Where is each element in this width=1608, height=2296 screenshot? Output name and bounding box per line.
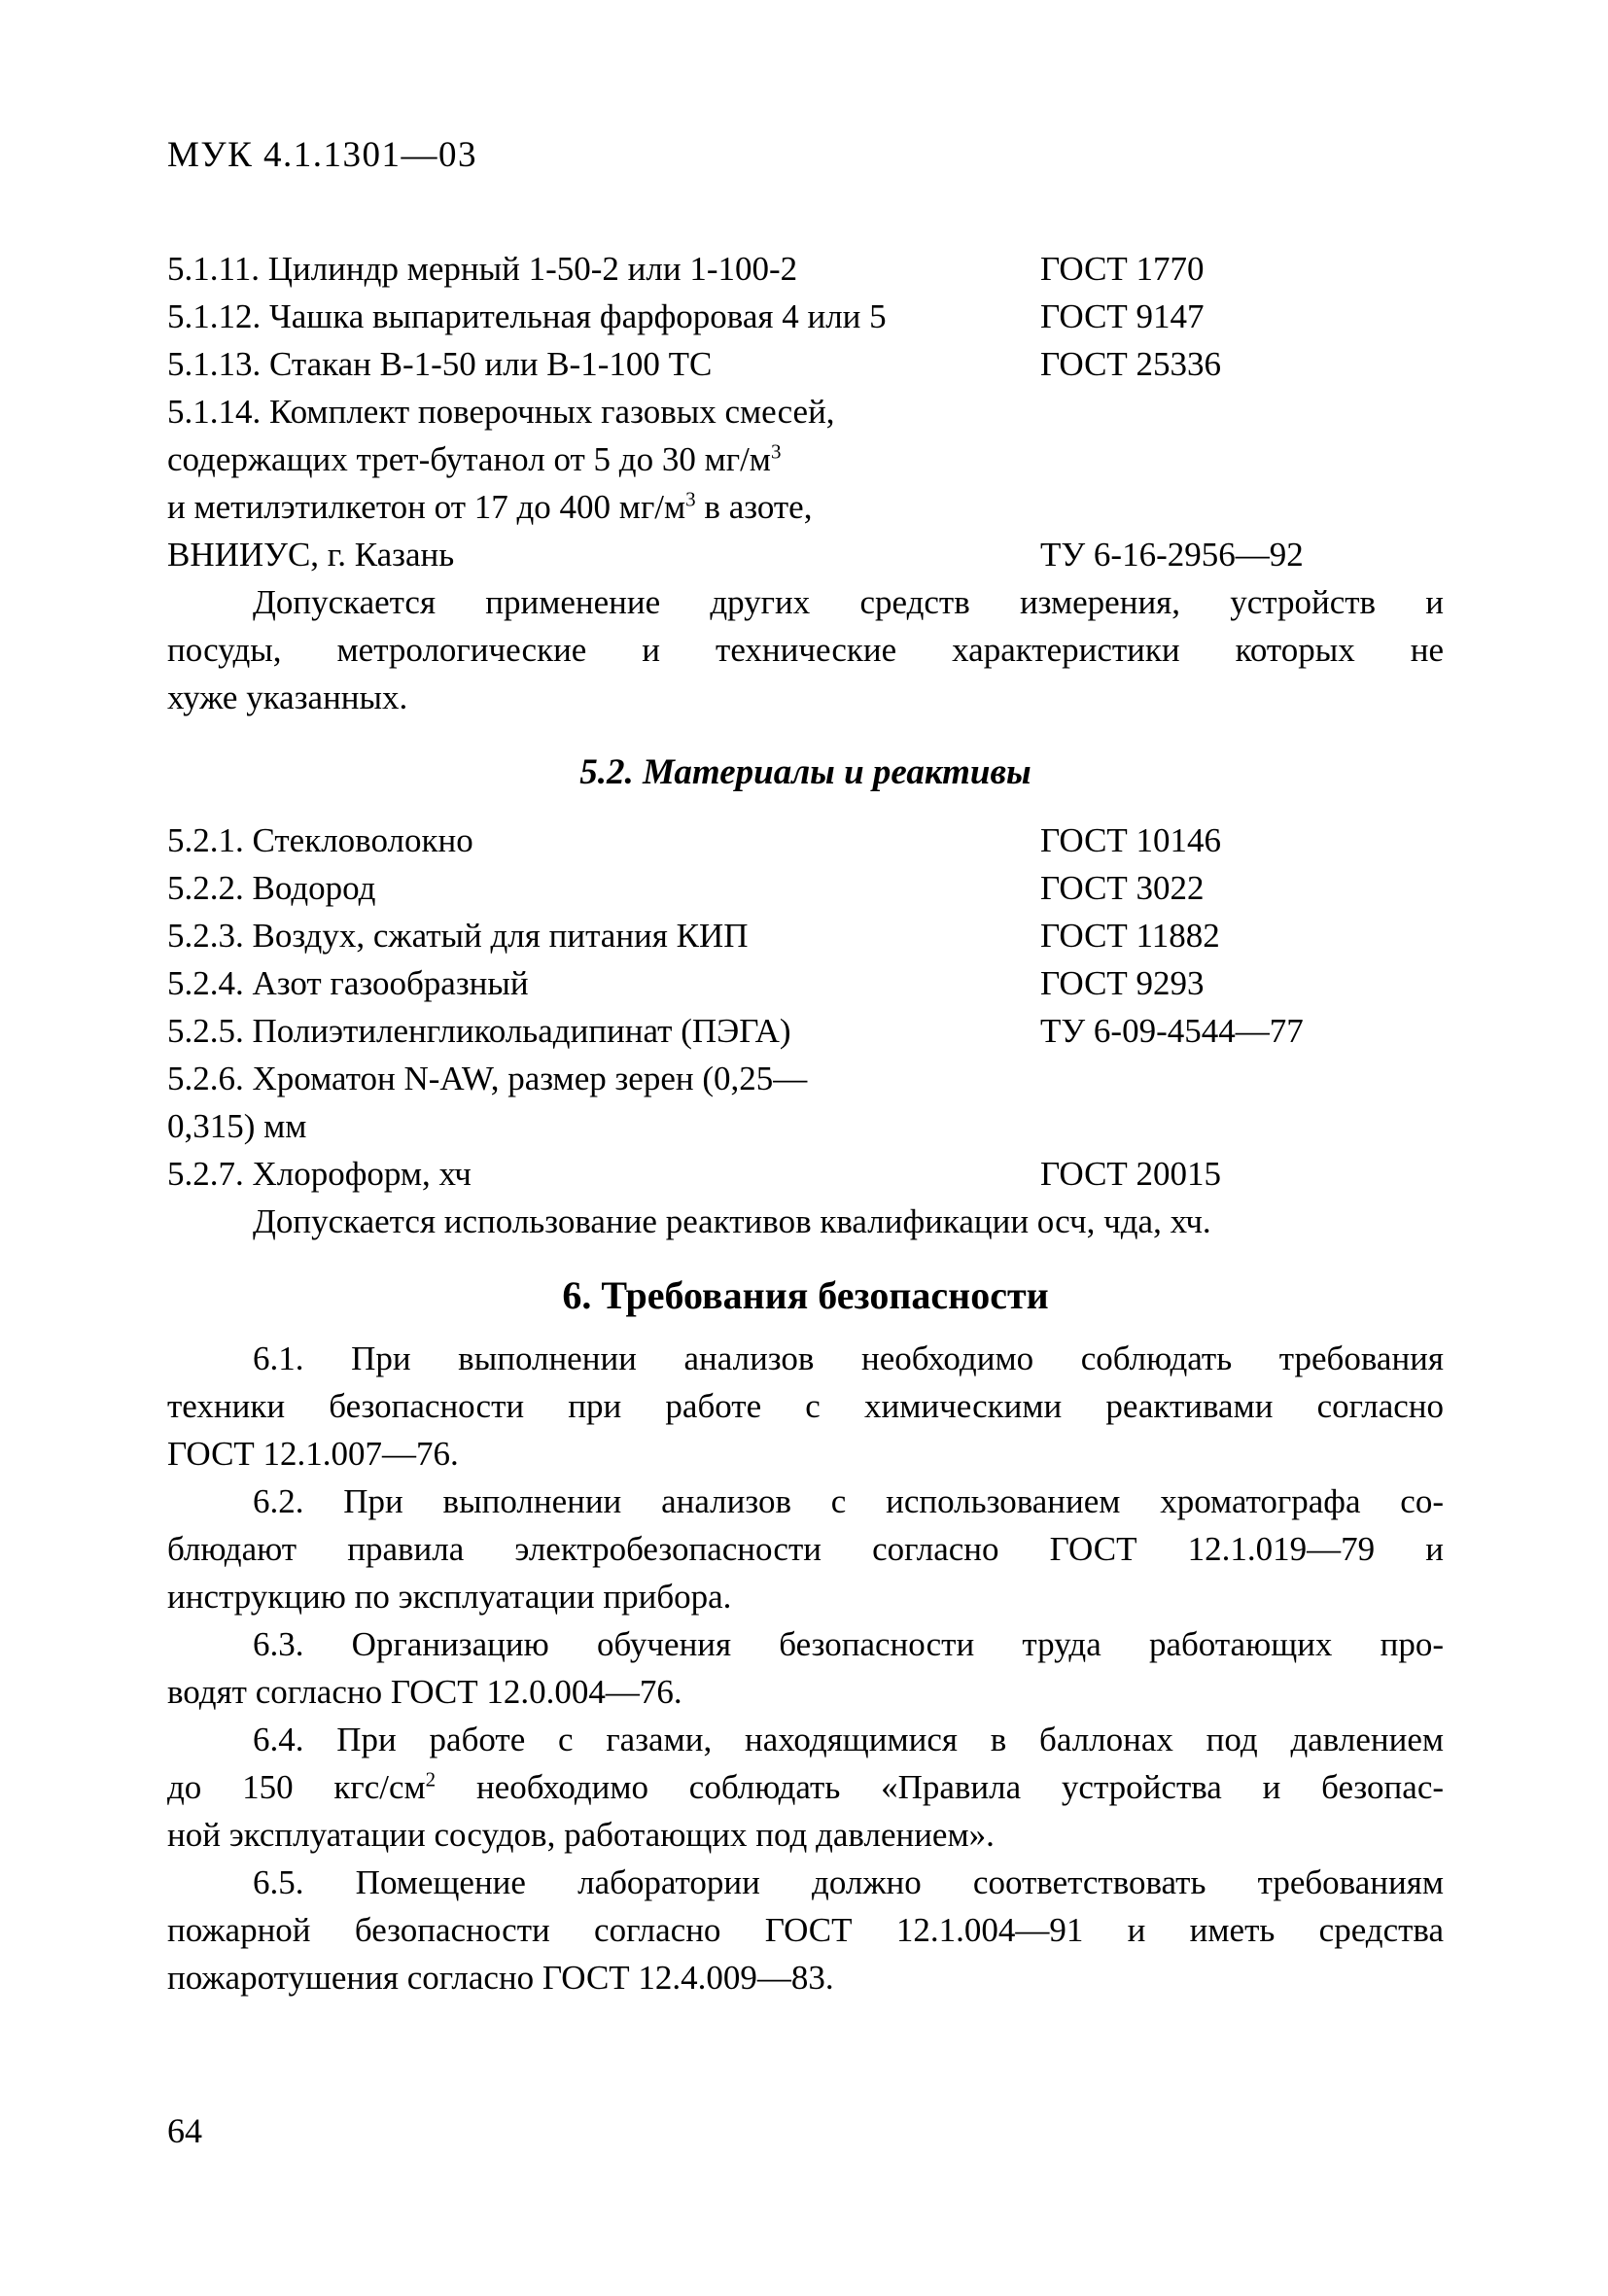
gost-ref xyxy=(1040,1055,1444,1102)
paragraph-6-3 xyxy=(167,1620,1444,1716)
paragraph-line: водят согласно ГОСТ 12.0.004—76. xyxy=(167,1673,682,1711)
material-row xyxy=(167,959,1444,1007)
paragraph-line: инструкцию по эксплуатации прибора. xyxy=(167,1578,732,1616)
equipment-row xyxy=(167,388,1444,435)
material-row xyxy=(167,912,1444,959)
label-text: содержащих трет-бутанол от 5 до 30 мг/м xyxy=(167,440,771,478)
gost-ref: ГОСТ 11882 xyxy=(1040,917,1220,955)
label-text: и метилэтилкетон от 17 до 400 мг/м xyxy=(167,488,686,526)
gost-ref: ГОСТ 25336 xyxy=(1040,345,1222,383)
equipment-row xyxy=(167,293,1444,340)
line-text: необходимо соблюдать «Правила устройства и безопас- xyxy=(436,1768,1445,1806)
paragraph-line: пожарной безопасности согласно ГОСТ 12.1.004—91 и иметь средства xyxy=(167,1911,1444,1949)
section-5-2-heading: 5.2. Материалы и реактивы xyxy=(579,752,1031,792)
material-label: 5.2.3. Воздух, сжатый для питания КИП xyxy=(167,917,749,955)
tu-ref: ТУ 6-09-4544—77 xyxy=(1040,1012,1304,1050)
note-paragraph xyxy=(167,578,1444,721)
equipment-row xyxy=(167,245,1444,293)
equipment-label: 5.1.12. Чашка выпарительная фарфоровая 4 или 5 xyxy=(167,297,887,335)
materials-list-5-2 xyxy=(167,817,1444,1198)
paragraph-line: посуды, метрологические и технические характеристики которых не xyxy=(167,631,1444,669)
paragraph-line: блюдают правила электробезопасности согласно ГОСТ 12.1.019—79 и xyxy=(167,1530,1444,1568)
paragraph-line: 6.5. Помещение лаборатории должно соответствовать требованиям xyxy=(253,1863,1444,1901)
material-label: 5.2.2. Водород xyxy=(167,869,376,907)
equipment-row-continuation xyxy=(167,435,1444,483)
gost-ref: ГОСТ 1770 xyxy=(1040,250,1205,288)
line-text: до 150 кгс/см xyxy=(167,1768,426,1806)
equipment-row-continuation xyxy=(167,531,1444,578)
gost-ref: ГОСТ 20015 xyxy=(1040,1155,1222,1193)
equipment-row-continuation xyxy=(167,483,1444,531)
paragraph-line: Допускается применение других средств измерения, устройств и xyxy=(253,583,1444,621)
material-row-continuation xyxy=(167,1102,1444,1150)
gost-ref xyxy=(1040,1102,1444,1150)
material-label: 0,315) мм xyxy=(167,1107,307,1145)
note-paragraph xyxy=(167,1198,1444,1245)
tu-ref: ТУ 6-16-2956—92 xyxy=(1040,536,1304,574)
material-row xyxy=(167,1150,1444,1198)
paragraph-line: пожаротушения согласно ГОСТ 12.4.009—83. xyxy=(167,1959,834,1997)
gost-ref: ГОСТ 10146 xyxy=(1040,821,1222,859)
paragraph-6-4 xyxy=(167,1716,1444,1859)
equipment-label: 5.1.14. Комплект поверочных газовых смесей, xyxy=(167,393,835,431)
doc-code: МУК 4.1.1301—03 xyxy=(167,135,478,175)
paragraph-6-2 xyxy=(167,1478,1444,1620)
paragraph-line: 6.1. При выполнении анализов необходимо соблюдать требования xyxy=(253,1339,1444,1377)
equipment-label: 5.1.13. Стакан В-1-50 или В-1-100 ТС xyxy=(167,345,713,383)
material-label: 5.2.6. Хроматон N-AW, размер зерен (0,25— xyxy=(167,1060,808,1097)
equipment-label xyxy=(167,483,1040,531)
equipment-label: ВНИИУС, г. Казань xyxy=(167,536,455,574)
material-row xyxy=(167,864,1444,912)
paragraph-6-5 xyxy=(167,1859,1444,2001)
equipment-label: 5.1.11. Цилиндр мерный 1-50-2 или 1-100-2 xyxy=(167,250,798,288)
paragraph-line: ной эксплуатации сосудов, работающих под давлением». xyxy=(167,1816,995,1854)
page-content xyxy=(167,131,1444,2001)
label-text: в азоте, xyxy=(695,488,813,526)
equipment-list-5-1 xyxy=(167,245,1444,578)
gost-ref: ГОСТ 3022 xyxy=(1040,869,1205,907)
superscript: 3 xyxy=(685,487,696,511)
superscript: 3 xyxy=(770,439,782,464)
paragraph-line: 6.2. При выполнении анализов с использованием хроматографа со- xyxy=(253,1482,1444,1520)
material-label: 5.2.5. Полиэтиленгликольадипинат (ПЭГА) xyxy=(167,1012,791,1050)
material-label: 5.2.1. Стекловолокно xyxy=(167,821,473,859)
page-number: 64 xyxy=(167,2111,202,2150)
material-row xyxy=(167,1055,1444,1102)
material-row xyxy=(167,1007,1444,1055)
paragraph-line: техники безопасности при работе с химическими реактивами согласно xyxy=(167,1387,1444,1425)
paragraph-line: ГОСТ 12.1.007—76. xyxy=(167,1435,459,1473)
gost-ref: ГОСТ 9147 xyxy=(1040,297,1205,335)
paragraph-line: 6.4. При работе с газами, находящимися в баллонах под давлением xyxy=(253,1721,1444,1758)
paragraph-6-1 xyxy=(167,1335,1444,1478)
paragraph-line: хуже указанных. xyxy=(167,678,408,716)
paragraph-line: 6.3. Организацию обучения безопасности труда работающих про- xyxy=(253,1625,1444,1663)
material-row xyxy=(167,817,1444,864)
section-6-heading: 6. Требования безопасности xyxy=(562,1273,1049,1317)
equipment-row xyxy=(167,340,1444,388)
material-label: 5.2.4. Азот газообразный xyxy=(167,964,529,1002)
gost-ref: ГОСТ 9293 xyxy=(1040,964,1205,1002)
material-label: 5.2.7. Хлороформ, хч xyxy=(167,1155,472,1193)
equipment-label xyxy=(167,435,1040,483)
superscript: 2 xyxy=(425,1767,437,1792)
paragraph-line xyxy=(167,1763,1444,1811)
paragraph-line: Допускается использование реактивов квалификации осч, чда, хч. xyxy=(253,1202,1211,1240)
